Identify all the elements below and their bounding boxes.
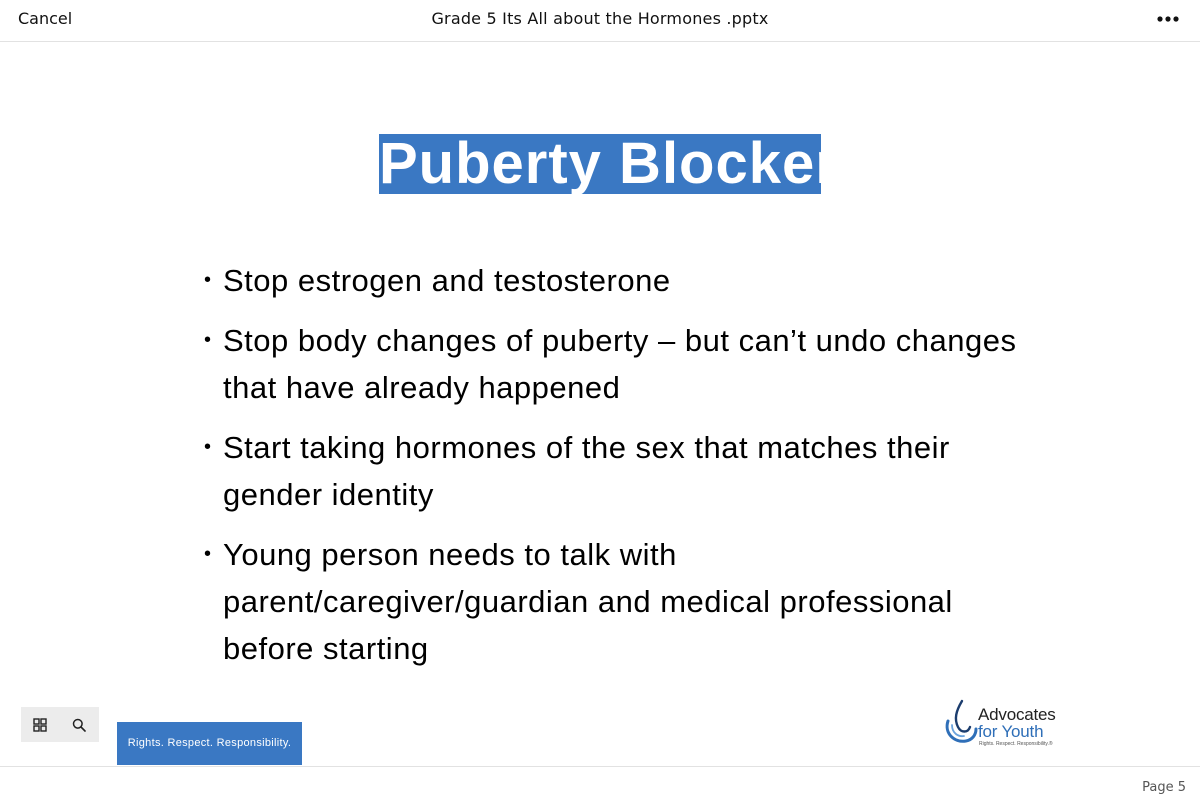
bullet-text: Start taking hormones of the sex that matches their gender identity: [223, 430, 950, 512]
grid-icon: [33, 718, 47, 732]
bottom-bar: [0, 766, 1200, 795]
slide-canvas: [0, 42, 1200, 766]
grid-view-button[interactable]: [21, 707, 59, 742]
logo-tagline: Rights. Respect. Responsibility.®: [979, 741, 1053, 747]
slide-toolbar: [21, 707, 99, 742]
advocates-for-youth-logo: [940, 697, 1070, 752]
bullet-dot: •: [204, 543, 212, 565]
cancel-button[interactable]: Cancel: [18, 9, 73, 28]
bullet-item: [200, 424, 1020, 518]
slide-title: Puberty Blockers: [379, 131, 873, 196]
logo-swirl-icon: [942, 699, 978, 745]
bullet-dot: •: [204, 329, 212, 351]
bullet-item: [200, 531, 1020, 672]
tagline-banner: Rights. Respect. Responsibility.: [117, 722, 302, 765]
logo-line1: Advocates: [978, 705, 1056, 724]
bullet-dot: •: [204, 269, 212, 291]
more-options-button[interactable]: [1156, 8, 1180, 30]
top-bar: [0, 0, 1200, 42]
bullet-text: Stop estrogen and testosterone: [223, 263, 671, 298]
bullet-dot: •: [204, 436, 212, 458]
document-title: Grade 5 Its All about the Hormones .pptx: [431, 9, 769, 28]
bullet-item: [200, 257, 1020, 304]
ellipsis-icon: [1156, 8, 1180, 30]
bullet-list: [200, 257, 1020, 685]
bullet-text: Stop body changes of puberty – but can’t undo changes that have already happened: [223, 323, 1017, 405]
search-icon: [72, 718, 86, 732]
search-button[interactable]: [60, 707, 98, 742]
bullet-text: Young person needs to talk with parent/caregiver/guardian and medical professional before starting: [223, 537, 953, 666]
logo-line2: for Youth: [978, 722, 1044, 741]
bullet-item: [200, 317, 1020, 411]
page-indicator: Page 5: [1142, 780, 1186, 795]
